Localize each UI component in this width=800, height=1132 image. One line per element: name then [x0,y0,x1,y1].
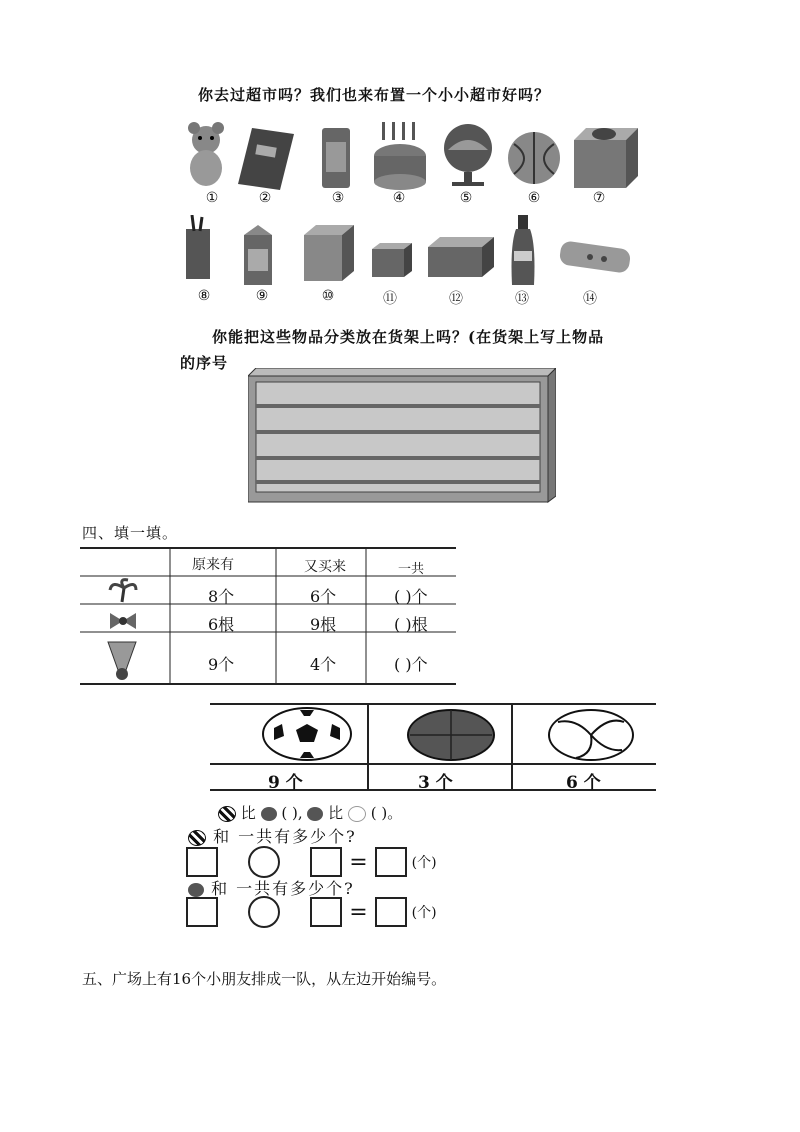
cake-icon [374,122,426,190]
basketball-icon [261,807,277,821]
unit-label: (个) [411,855,437,871]
teddy-bear-icon [188,122,224,186]
question1-text: 和 一共有多少个? [213,827,357,846]
palm-tree-icon [108,578,138,604]
header-had: 原来有 [192,557,234,573]
row3-had: 9个 [208,655,235,674]
items-row1-pictures [178,118,648,198]
bi-text: 比 [240,804,256,822]
equals-sign: = [349,899,368,925]
compare-blank2[interactable]: ( )。 [370,804,403,822]
soccer-ball-icon [260,706,354,762]
section5-heading: 五、广场上有16个小朋友排成一队，从左边开始编号。 [82,970,447,988]
header-total: 一共 [398,562,425,577]
items-row2-numbers [184,288,644,308]
box-icon [574,128,638,188]
operator-circle[interactable] [248,896,280,928]
item-number: ④ [392,190,406,206]
header-bought: 又买来 [304,559,346,575]
basketball-icon [406,708,496,762]
intro-text: 你去过超市吗？我们也来布置一个小小超市好吗？ [198,86,551,104]
item-number: ⑩ [321,288,335,304]
item-number: ① [205,190,219,206]
row1-bought: 6个 [310,587,337,606]
ball-icon [508,132,560,184]
basketball-count: 3 个 [418,773,453,793]
answer-box[interactable] [310,897,342,927]
soccer-count: 9 个 [268,773,303,793]
volleyball-icon [546,708,636,762]
item-number: ⑥ [527,190,541,206]
shuttlecock-icon [104,638,140,682]
items-row1-numbers [192,190,652,210]
shelf-picture [248,368,556,504]
item-number: ⑤ [459,190,473,206]
item-number: ③ [331,190,345,206]
basketball-icon [188,883,204,897]
row2-total[interactable]: ( )根 [394,615,428,634]
soccer-ball-icon [188,830,206,846]
gift-box-icon [428,237,494,277]
volleyball-count: 6 个 [566,773,601,793]
answer-box[interactable] [375,897,407,927]
fill-table [80,548,456,688]
small-box-icon [372,243,412,277]
book-icon [238,128,294,190]
row1-total[interactable]: ( )个 [394,587,428,606]
item-number: ⑪ [383,291,397,307]
globe-icon [444,124,492,186]
question1 [188,824,357,847]
cola-bottle-icon [512,215,535,285]
items-row2-pictures [180,215,640,287]
bow-icon [106,610,140,632]
milk-carton-icon [244,225,272,285]
pencil-case-icon [559,240,632,274]
equals-sign: = [349,849,368,875]
row3-bought: 4个 [310,655,337,674]
equation1 [186,846,437,878]
section4-heading: 四、填一填。 [82,524,179,542]
row2-bought: 9根 [310,615,337,634]
item-number: ⑧ [197,288,211,304]
compare-blank1[interactable]: ( ), [281,804,303,822]
row3-total[interactable]: ( )个 [394,655,428,674]
pen-holder-icon [186,215,210,279]
basketball-icon [307,807,323,821]
item-number: ② [258,190,272,206]
cube-box-icon [304,225,354,281]
question-line2: 的序号 [180,354,229,372]
item-number: ⑬ [515,291,529,307]
unit-label: (个) [411,905,437,921]
item-number: ⑦ [592,190,606,206]
item-number: ⑭ [583,291,597,307]
equation2 [186,896,437,928]
answer-box[interactable] [186,847,218,877]
item-number: ⑨ [255,288,269,304]
question-line1: 你能把这些物品分类放在货架上吗？(在货架上写上物品 [212,328,605,346]
question2-text: 和 一共有多少个? [211,879,355,898]
volleyball-icon [348,806,366,822]
row1-had: 8个 [208,587,235,606]
operator-circle[interactable] [248,846,280,878]
row2-had: 6根 [208,615,235,634]
item-number: ⑫ [449,291,463,307]
can-icon [322,128,350,188]
answer-box[interactable] [375,847,407,877]
bi-text: 比 [328,804,344,822]
compare-line [218,802,402,823]
answer-box[interactable] [310,847,342,877]
answer-box[interactable] [186,897,218,927]
soccer-ball-icon [218,806,236,822]
